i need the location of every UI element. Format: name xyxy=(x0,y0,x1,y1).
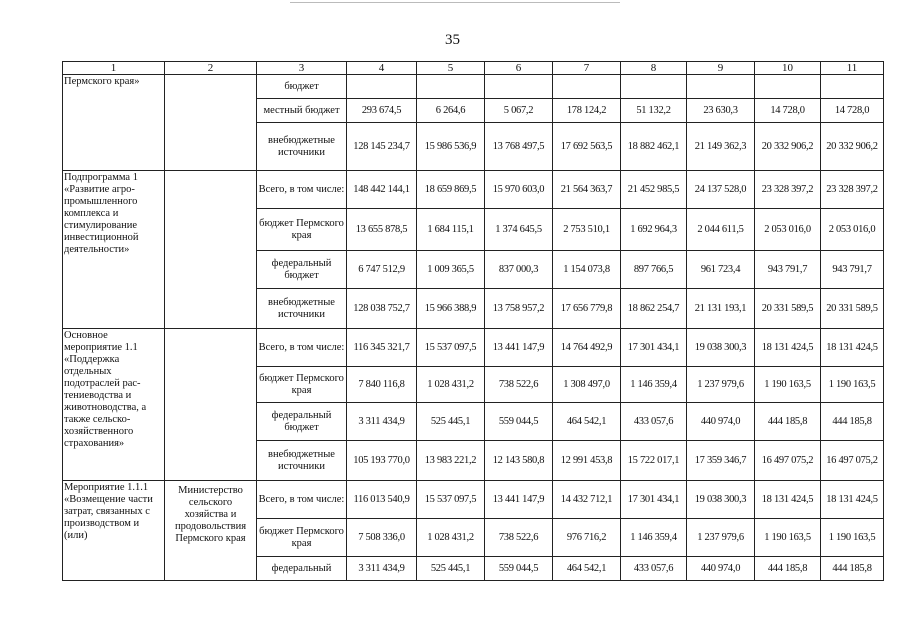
column-header-5: 5 xyxy=(417,62,485,75)
column-header-9: 9 xyxy=(687,62,755,75)
funding-source-cell: бюджет Пермского края xyxy=(257,519,347,557)
amount-cell: 559 044,5 xyxy=(485,557,553,581)
amount-cell: 1 692 964,3 xyxy=(621,209,687,251)
header-row xyxy=(63,62,884,75)
amount-cell: 20 332 906,2 xyxy=(821,123,884,171)
amount-cell: 15 537 097,5 xyxy=(417,481,485,519)
amount-cell: 18 882 462,1 xyxy=(621,123,687,171)
funding-source-cell: внебюджетные источники xyxy=(257,289,347,329)
amount-cell: 13 768 497,5 xyxy=(485,123,553,171)
funding-source-cell: федеральный бюджет xyxy=(257,403,347,441)
amount-cell: 16 497 075,2 xyxy=(821,441,884,481)
amount-cell: 2 753 510,1 xyxy=(553,209,621,251)
amount-cell: 943 791,7 xyxy=(821,251,884,289)
amount-cell: 18 131 424,5 xyxy=(821,329,884,367)
amount-cell: 444 185,8 xyxy=(821,403,884,441)
program-name-cell: Основное мероприятие 1.1 «Поддержка отдельных подотраслей рас-тениеводства и животноводства, а также сельско-хозяйственного страхования» xyxy=(63,329,165,481)
amount-cell: 24 137 528,0 xyxy=(687,171,755,209)
amount-cell: 21 131 193,1 xyxy=(687,289,755,329)
amount-cell: 19 038 300,3 xyxy=(687,481,755,519)
amount-cell: 128 145 234,7 xyxy=(347,123,417,171)
column-header-11: 11 xyxy=(821,62,884,75)
amount-cell: 433 057,6 xyxy=(621,557,687,581)
amount-cell: 23 630,3 xyxy=(687,99,755,123)
amount-cell: 961 723,4 xyxy=(687,251,755,289)
amount-cell: 1 684 115,1 xyxy=(417,209,485,251)
amount-cell: 464 542,1 xyxy=(553,557,621,581)
amount-cell: 148 442 144,1 xyxy=(347,171,417,209)
amount-cell: 17 301 434,1 xyxy=(621,329,687,367)
funding-source-cell: бюджет Пермского края xyxy=(257,209,347,251)
amount-cell: 18 659 869,5 xyxy=(417,171,485,209)
funding-source-cell: внебюджетные источники xyxy=(257,441,347,481)
amount-cell: 444 185,8 xyxy=(755,557,821,581)
amount-cell: 18 131 424,5 xyxy=(755,481,821,519)
amount-cell: 18 131 424,5 xyxy=(821,481,884,519)
amount-cell: 6 747 512,9 xyxy=(347,251,417,289)
amount-cell: 1 374 645,5 xyxy=(485,209,553,251)
funding-source-cell: бюджет Пермского края xyxy=(257,367,347,403)
amount-cell: 3 311 434,9 xyxy=(347,403,417,441)
amount-cell: 7 840 116,8 xyxy=(347,367,417,403)
amount-cell: 116 013 540,9 xyxy=(347,481,417,519)
amount-cell xyxy=(347,75,417,99)
funding-source-cell: Всего, в том числе: xyxy=(257,481,347,519)
column-header-2: 2 xyxy=(165,62,257,75)
amount-cell: 738 522,6 xyxy=(485,519,553,557)
amount-cell: 14 764 492,9 xyxy=(553,329,621,367)
amount-cell xyxy=(821,75,884,99)
program-name-cell: Мероприятие 1.1.1 «Возмещение части затрат, связанных с производством и (или) xyxy=(63,481,165,581)
funding-source-cell: федеральный бюджет xyxy=(257,251,347,289)
amount-cell: 738 522,6 xyxy=(485,367,553,403)
amount-cell: 7 508 336,0 xyxy=(347,519,417,557)
amount-cell: 2 053 016,0 xyxy=(755,209,821,251)
executor-cell xyxy=(165,171,257,329)
amount-cell: 2 044 611,5 xyxy=(687,209,755,251)
amount-cell: 525 445,1 xyxy=(417,403,485,441)
amount-cell: 14 728,0 xyxy=(755,99,821,123)
amount-cell: 21 564 363,7 xyxy=(553,171,621,209)
amount-cell: 444 185,8 xyxy=(821,557,884,581)
amount-cell: 559 044,5 xyxy=(485,403,553,441)
amount-cell: 1 009 365,5 xyxy=(417,251,485,289)
column-header-4: 4 xyxy=(347,62,417,75)
program-name-cell: Пермского края» xyxy=(63,75,165,171)
amount-cell: 15 966 388,9 xyxy=(417,289,485,329)
table-body xyxy=(63,62,884,581)
amount-cell: 18 862 254,7 xyxy=(621,289,687,329)
executor-cell xyxy=(165,75,257,171)
amount-cell: 15 986 536,9 xyxy=(417,123,485,171)
amount-cell: 440 974,0 xyxy=(687,557,755,581)
amount-cell xyxy=(687,75,755,99)
amount-cell: 444 185,8 xyxy=(755,403,821,441)
amount-cell: 1 190 163,5 xyxy=(821,519,884,557)
table-row xyxy=(63,481,884,519)
amount-cell: 15 722 017,1 xyxy=(621,441,687,481)
amount-cell: 20 331 589,5 xyxy=(821,289,884,329)
executor-cell: Министерство сельского хозяйства и продовольствия Пермского края xyxy=(165,481,257,581)
amount-cell: 18 131 424,5 xyxy=(755,329,821,367)
amount-cell: 14 728,0 xyxy=(821,99,884,123)
amount-cell: 1 146 359,4 xyxy=(621,367,687,403)
amount-cell: 20 331 589,5 xyxy=(755,289,821,329)
amount-cell: 13 983 221,2 xyxy=(417,441,485,481)
amount-cell: 3 311 434,9 xyxy=(347,557,417,581)
amount-cell: 13 758 957,2 xyxy=(485,289,553,329)
amount-cell: 23 328 397,2 xyxy=(755,171,821,209)
amount-cell: 433 057,6 xyxy=(621,403,687,441)
table-row xyxy=(63,171,884,209)
amount-cell: 19 038 300,3 xyxy=(687,329,755,367)
top-rule xyxy=(290,2,620,3)
column-header-3: 3 xyxy=(257,62,347,75)
amount-cell: 1 028 431,2 xyxy=(417,519,485,557)
amount-cell: 1 308 497,0 xyxy=(553,367,621,403)
amount-cell: 525 445,1 xyxy=(417,557,485,581)
amount-cell xyxy=(621,75,687,99)
amount-cell: 1 028 431,2 xyxy=(417,367,485,403)
amount-cell: 51 132,2 xyxy=(621,99,687,123)
funding-source-cell: бюджет xyxy=(257,75,347,99)
amount-cell: 464 542,1 xyxy=(553,403,621,441)
amount-cell: 6 264,6 xyxy=(417,99,485,123)
column-header-7: 7 xyxy=(553,62,621,75)
amount-cell: 897 766,5 xyxy=(621,251,687,289)
amount-cell: 1 190 163,5 xyxy=(821,367,884,403)
amount-cell: 15 537 097,5 xyxy=(417,329,485,367)
amount-cell: 440 974,0 xyxy=(687,403,755,441)
amount-cell: 1 190 163,5 xyxy=(755,367,821,403)
amount-cell: 16 497 075,2 xyxy=(755,441,821,481)
amount-cell: 2 053 016,0 xyxy=(821,209,884,251)
amount-cell: 15 970 603,0 xyxy=(485,171,553,209)
amount-cell: 14 432 712,1 xyxy=(553,481,621,519)
executor-cell xyxy=(165,329,257,481)
amount-cell: 128 038 752,7 xyxy=(347,289,417,329)
funding-source-cell: внебюджетные источники xyxy=(257,123,347,171)
amount-cell: 116 345 321,7 xyxy=(347,329,417,367)
amount-cell: 17 656 779,8 xyxy=(553,289,621,329)
amount-cell: 13 441 147,9 xyxy=(485,481,553,519)
amount-cell: 1 237 979,6 xyxy=(687,367,755,403)
amount-cell: 21 452 985,5 xyxy=(621,171,687,209)
table-row xyxy=(63,75,884,99)
amount-cell: 1 190 163,5 xyxy=(755,519,821,557)
column-header-6: 6 xyxy=(485,62,553,75)
amount-cell: 1 146 359,4 xyxy=(621,519,687,557)
program-name-cell: Подпрограмма 1 «Развитие агро-промышленного комплекса и стимулирование инвестиционной деятельности» xyxy=(63,171,165,329)
amount-cell: 1 237 979,6 xyxy=(687,519,755,557)
amount-cell: 17 692 563,5 xyxy=(553,123,621,171)
amount-cell: 943 791,7 xyxy=(755,251,821,289)
funding-source-cell: федеральный xyxy=(257,557,347,581)
amount-cell: 5 067,2 xyxy=(485,99,553,123)
amount-cell: 17 359 346,7 xyxy=(687,441,755,481)
amount-cell xyxy=(417,75,485,99)
column-header-8: 8 xyxy=(621,62,687,75)
amount-cell: 837 000,3 xyxy=(485,251,553,289)
budget-table xyxy=(62,61,884,581)
amount-cell: 13 441 147,9 xyxy=(485,329,553,367)
amount-cell: 17 301 434,1 xyxy=(621,481,687,519)
column-header-10: 10 xyxy=(755,62,821,75)
amount-cell xyxy=(553,75,621,99)
amount-cell xyxy=(755,75,821,99)
amount-cell: 1 154 073,8 xyxy=(553,251,621,289)
column-header-1: 1 xyxy=(63,62,165,75)
amount-cell xyxy=(485,75,553,99)
amount-cell: 13 655 878,5 xyxy=(347,209,417,251)
amount-cell: 293 674,5 xyxy=(347,99,417,123)
amount-cell: 178 124,2 xyxy=(553,99,621,123)
funding-source-cell: Всего, в том числе: xyxy=(257,171,347,209)
amount-cell: 976 716,2 xyxy=(553,519,621,557)
amount-cell: 23 328 397,2 xyxy=(821,171,884,209)
amount-cell: 20 332 906,2 xyxy=(755,123,821,171)
page-number: 35 xyxy=(445,32,460,48)
amount-cell: 105 193 770,0 xyxy=(347,441,417,481)
amount-cell: 12 143 580,8 xyxy=(485,441,553,481)
funding-source-cell: Всего, в том числе: xyxy=(257,329,347,367)
table-row xyxy=(63,329,884,367)
funding-source-cell: местный бюджет xyxy=(257,99,347,123)
amount-cell: 12 991 453,8 xyxy=(553,441,621,481)
amount-cell: 21 149 362,3 xyxy=(687,123,755,171)
